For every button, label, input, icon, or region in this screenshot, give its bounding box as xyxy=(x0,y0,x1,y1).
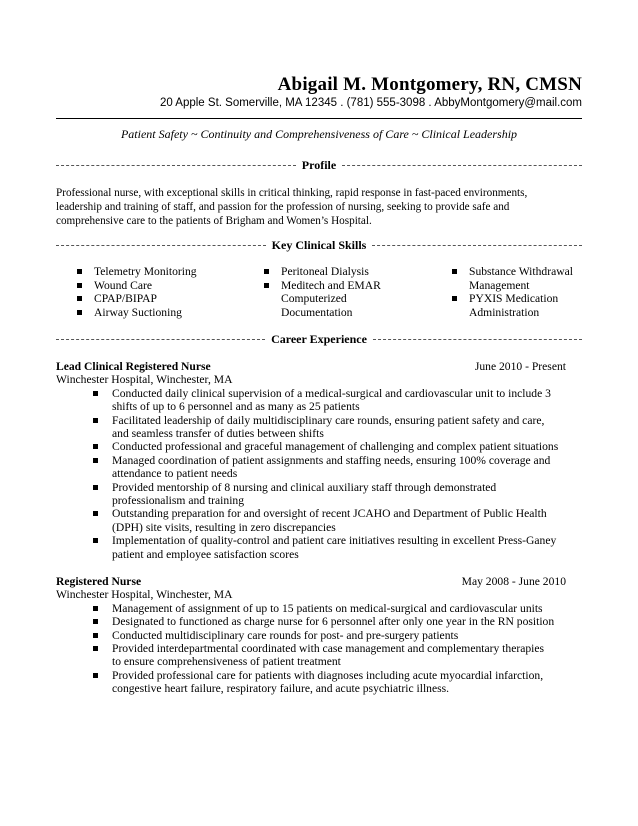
section-title-skills: Key Clinical Skills xyxy=(271,237,367,252)
job-title: Registered Nurse xyxy=(56,575,142,588)
experience-section-header xyxy=(56,332,582,346)
skill-item: Peritoneal Dialysis xyxy=(262,265,381,279)
bullet-continuation: (DPH) site visits, resulting in zero discrepancies xyxy=(112,520,336,534)
bullet-item: Facilitated leadership of daily multidisciplinary care rounds, ensuring patient safety and care, xyxy=(112,414,582,427)
job-title: Lead Clinical Registered Nurse xyxy=(56,360,211,373)
contact-line: 20 Apple St. Somerville, MA 12345 . (781) 555-3098 . AbbyMontgomery@mail.com xyxy=(159,97,582,109)
skills-column-1 xyxy=(75,265,197,319)
bullet-item: Provided mentorship of 8 nursing and clinical auxiliary staff through demonstrated xyxy=(112,481,582,494)
skill-item: PYXIS Medication xyxy=(450,292,573,306)
employer: Winchester Hospital, Winchester, MA xyxy=(56,588,233,602)
divider xyxy=(56,165,296,166)
bullet-continuation: to ensure comprehensiveness of patient treatment xyxy=(112,655,341,669)
skills-column-2 xyxy=(262,265,381,319)
bullet-item: Managed coordination of patient assignments and staffing needs, ensuring 100% coverage and xyxy=(112,454,582,467)
bullet-continuation: patient and employee satisfaction scores xyxy=(112,547,299,561)
skill-item: Telemetry Monitoring xyxy=(75,265,197,279)
candidate-name: Abigail M. Montgomery, RN, CMSN xyxy=(277,74,582,95)
skills-column-3 xyxy=(450,265,573,319)
skill-item: CPAP/BIPAP xyxy=(75,292,197,306)
section-title-profile: Profile xyxy=(301,157,337,172)
bullet-item: Provided interdepartmental coordinated with case management and complementary therapies xyxy=(112,642,582,655)
bullet-item: Conducted professional and graceful management of challenging and complex patient situations xyxy=(112,440,582,453)
job-dates: May 2008 - June 2010 xyxy=(461,575,566,588)
bullet-item: Designated to functioned as charge nurse for 6 personnel after only one year in the RN position xyxy=(112,615,582,628)
skill-item: Administration xyxy=(469,305,540,319)
divider xyxy=(56,245,266,246)
skill-item: Computerized xyxy=(281,292,347,305)
bullet-continuation: shifts of up to 6 personnel and as many as 25 patients xyxy=(112,400,360,414)
job-bullets xyxy=(56,387,582,561)
employer: Winchester Hospital, Winchester, MA xyxy=(56,373,233,387)
profile-section-header xyxy=(56,158,582,172)
bullet-continuation: congestive heart failure, respiratory failure, and acute psychiatric illness. xyxy=(112,682,450,696)
bullet-item: Conducted daily clinical supervision of a medical-surgical and cardiovascular unit to include 3 xyxy=(112,387,582,400)
bullet-item: Implementation of quality-control and patient care initiatives resulting in excellent Press-Ganey xyxy=(112,534,582,547)
profile-line: Professional nurse, with exceptional skills in critical thinking, rapid response in fast-paced environments, xyxy=(56,187,528,199)
skills-section-header xyxy=(56,238,582,252)
profile-summary xyxy=(56,186,582,228)
bullet-item: Conducted multidisciplinary care rounds for post- and pre-surgery patients xyxy=(112,629,582,642)
bullet-item: Outstanding preparation for and oversight of recent JCAHO and Department of Public Health xyxy=(112,507,582,520)
job-dates: June 2010 - Present xyxy=(474,360,566,373)
skill-item: Airway Suctioning xyxy=(75,306,197,320)
divider xyxy=(373,339,582,340)
skill-item: Meditech and EMAR xyxy=(262,279,381,293)
skill-item: Management xyxy=(469,278,530,292)
skill-item: Documentation xyxy=(281,305,353,319)
skill-item: Wound Care xyxy=(75,279,197,293)
profile-line: leadership and training of staff, and passion for the profession of nursing, seeking to provide safe and xyxy=(56,201,510,213)
bullet-item: Management of assignment of up to 15 patients on medical-surgical and cardiovascular units xyxy=(112,602,582,615)
header-divider xyxy=(56,118,582,119)
job-entry xyxy=(56,360,582,561)
divider xyxy=(342,165,582,166)
section-title-experience: Career Experience xyxy=(271,331,367,346)
bullet-continuation: attendance to patient needs xyxy=(112,467,238,481)
bullet-item: Provided professional care for patients with diagnoses including acute myocardial infarction, xyxy=(112,669,582,682)
bullet-continuation: professionalism and training xyxy=(112,494,245,508)
divider xyxy=(56,339,265,340)
skill-item: Substance Withdrawal xyxy=(450,265,573,279)
profile-line: comprehensive care to the patients of Brigham and Women’s Hospital. xyxy=(56,215,372,227)
bullet-continuation: and seamless transfer of duties between shifts xyxy=(112,427,324,441)
job-entry xyxy=(56,575,582,696)
tagline: Patient Safety ~ Continuity and Comprehensiveness of Care ~ Clinical Leadership xyxy=(120,127,518,141)
job-bullets xyxy=(56,602,582,696)
divider xyxy=(372,245,582,246)
